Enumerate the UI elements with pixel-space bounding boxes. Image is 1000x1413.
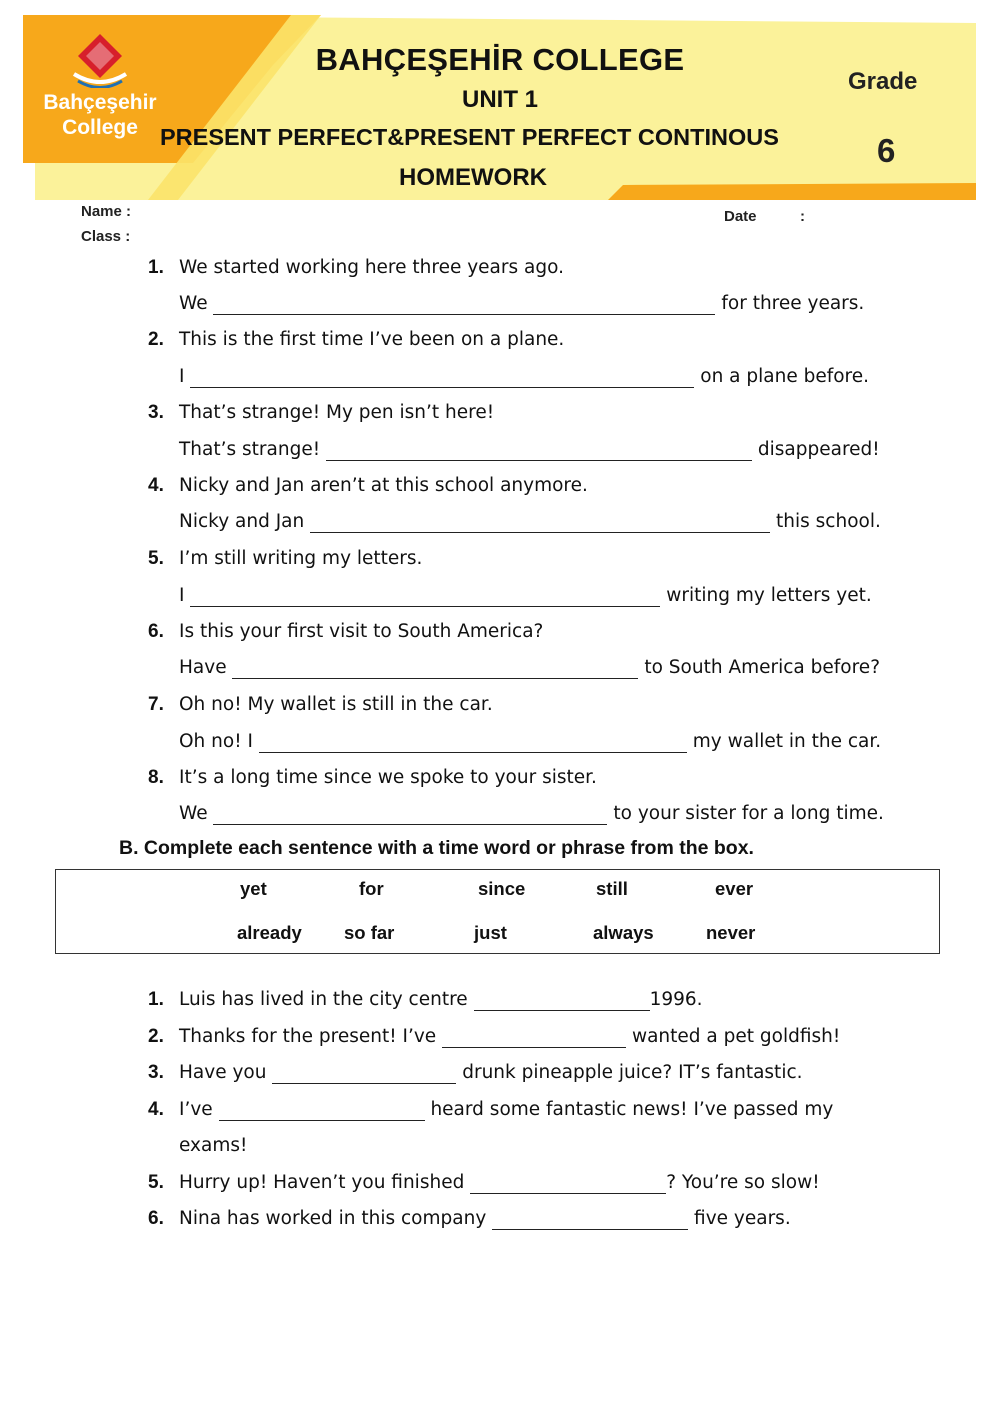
word-option: already	[237, 922, 302, 943]
answer-pre: That’s strange!	[179, 439, 321, 460]
sentence-post: five years.	[694, 1208, 791, 1229]
answer-blank[interactable]	[190, 584, 660, 607]
sentence-pre: Nina has worked in this company	[179, 1208, 487, 1229]
answer-a6	[0, 650, 1000, 686]
question-number: 2.	[148, 1026, 164, 1047]
question-a2	[0, 322, 1000, 358]
question-prompt: It’s a long time since we spoke to your sister.	[179, 767, 597, 788]
word-option: since	[478, 878, 526, 899]
grade-label: Grade	[848, 68, 918, 95]
answer-post: on a plane before.	[700, 366, 870, 387]
answer-blank[interactable]	[470, 1171, 666, 1194]
question-prompt: We started working here three years ago.	[179, 257, 564, 278]
school-title: BAHÇEŞEHİR COLLEGE	[315, 42, 685, 77]
logo-text-line2: College	[62, 116, 138, 139]
question-number: 3.	[148, 1062, 164, 1083]
answer-post: my wallet in the car.	[692, 731, 882, 752]
answer-pre: I	[179, 366, 185, 387]
answer-post: to your sister for a long time.	[613, 803, 884, 824]
question-number: 4.	[148, 475, 164, 496]
question-b6	[0, 1201, 1000, 1237]
question-b1	[0, 982, 1000, 1018]
answer-blank[interactable]	[259, 730, 687, 753]
question-number: 1.	[148, 257, 164, 278]
question-b2	[0, 1019, 1000, 1055]
answer-blank[interactable]	[190, 365, 694, 388]
question-number: 6.	[148, 1208, 164, 1229]
question-prompt: Nicky and Jan aren’t at this school anymore.	[179, 475, 588, 496]
question-a3	[0, 395, 1000, 431]
answer-post: to South America before?	[644, 657, 881, 678]
question-number: 3.	[148, 402, 164, 423]
word-option: always	[593, 922, 654, 943]
question-b3	[0, 1055, 1000, 1091]
date-label: Date	[724, 208, 757, 225]
question-number: 5.	[148, 1172, 164, 1193]
sentence-post: wanted a pet goldfish!	[631, 1026, 841, 1047]
answer-pre: Nicky and Jan	[179, 511, 305, 532]
sentence-pre: Luis has lived in the city centre	[179, 989, 468, 1010]
question-number: 8.	[148, 767, 164, 788]
question-b4	[0, 1092, 1000, 1128]
sentence-post: ? You’re so slow!	[666, 1172, 820, 1193]
sentence-pre: Thanks for the present! I’ve	[179, 1026, 437, 1047]
question-b4-continued	[0, 1128, 1000, 1164]
word-option: for	[359, 878, 384, 899]
answer-blank[interactable]	[213, 292, 715, 315]
word-box	[55, 869, 940, 954]
question-b5	[0, 1165, 1000, 1201]
grade-value: 6	[877, 132, 896, 169]
homework-title: HOMEWORK	[399, 164, 547, 191]
answer-pre: Have	[179, 657, 227, 678]
word-option: ever	[715, 878, 754, 899]
question-number: 4.	[148, 1099, 164, 1120]
sentence-pre: Have you	[179, 1062, 267, 1083]
question-prompt: Is this your first visit to South America?	[179, 621, 544, 642]
question-a5	[0, 541, 1000, 577]
answer-blank[interactable]	[326, 438, 752, 461]
unit-title: UNIT 1	[461, 86, 538, 113]
question-prompt: I’m still writing my letters.	[179, 548, 423, 569]
date-colon: :	[800, 208, 805, 225]
question-number: 2.	[148, 329, 164, 350]
answer-blank[interactable]	[310, 510, 770, 533]
answer-a3	[0, 432, 1000, 468]
word-option: so far	[344, 922, 395, 943]
answer-blank[interactable]	[213, 802, 607, 825]
question-a4	[0, 468, 1000, 504]
question-number: 7.	[148, 694, 164, 715]
answer-a8	[0, 796, 1000, 832]
question-prompt: Oh no! My wallet is still in the car.	[179, 694, 493, 715]
answer-post: this school.	[776, 511, 881, 532]
answer-post: writing my letters yet.	[666, 585, 872, 606]
question-prompt: This is the first time I’ve been on a plane.	[179, 329, 565, 350]
answer-a2	[0, 359, 1000, 395]
sentence-post: drunk pineapple juice? IT’s fantastic.	[462, 1062, 803, 1083]
question-a1	[0, 250, 1000, 286]
word-option: never	[706, 922, 756, 943]
name-label: Name :	[81, 203, 132, 220]
answer-post: for three years.	[721, 293, 865, 314]
sentence-pre: Hurry up! Haven’t you finished	[179, 1172, 465, 1193]
answer-pre: Oh no! I	[179, 731, 253, 752]
logo-text-line1: Bahçeşehir	[43, 91, 157, 114]
answer-blank[interactable]	[272, 1061, 456, 1084]
question-prompt: That’s strange! My pen isn’t here!	[179, 402, 495, 423]
answer-pre: We	[179, 803, 208, 824]
topic-title: PRESENT PERFECT&PRESENT PERFECT CONTINOUS	[160, 124, 779, 150]
answer-a7	[0, 724, 1000, 760]
question-number: 5.	[148, 548, 164, 569]
section-b-heading: B. Complete each sentence with a time word or phrase from the box.	[119, 837, 754, 859]
answer-a4	[0, 504, 1000, 540]
answer-a5	[0, 578, 1000, 614]
question-number: 1.	[148, 989, 164, 1010]
sentence-post: 1996.	[649, 989, 703, 1010]
answer-blank[interactable]	[474, 988, 650, 1011]
answer-blank[interactable]	[492, 1207, 688, 1230]
answer-blank[interactable]	[232, 656, 638, 679]
answer-pre: I	[179, 585, 185, 606]
question-a6	[0, 614, 1000, 650]
word-option: yet	[240, 878, 267, 899]
word-option: still	[596, 878, 628, 899]
question-number: 6.	[148, 621, 164, 642]
question-a7	[0, 687, 1000, 723]
class-label: Class :	[81, 228, 131, 245]
sentence-pre: I’ve	[179, 1099, 213, 1120]
sentence-post: heard some fantastic news! I’ve passed my	[430, 1099, 834, 1120]
word-option: just	[474, 922, 507, 943]
answer-blank[interactable]	[219, 1098, 425, 1121]
sentence-continuation: exams!	[179, 1135, 248, 1156]
answer-post: disappeared!	[757, 439, 880, 460]
answer-blank[interactable]	[442, 1025, 626, 1048]
question-a8	[0, 760, 1000, 796]
answer-pre: We	[179, 293, 208, 314]
answer-a1	[0, 286, 1000, 322]
